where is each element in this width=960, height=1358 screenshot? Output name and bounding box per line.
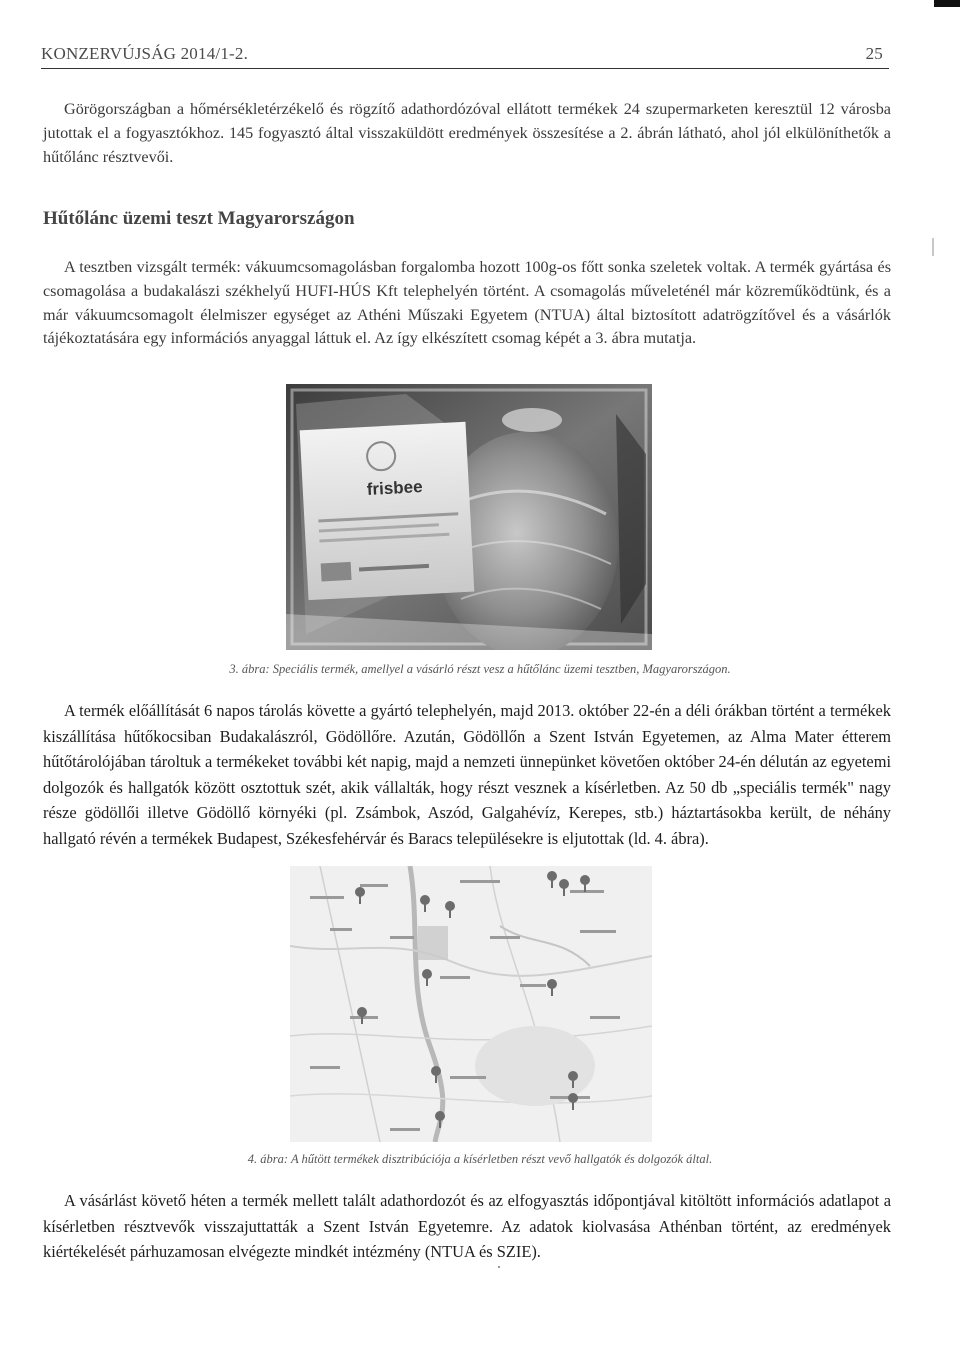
product-photo [286,384,652,650]
journal-title: KONZERVÚJSÁG 2014/1-2. [41,44,249,63]
section-heading: Hűtőlánc üzemi teszt Magyarországon [43,208,355,229]
distribution-map [290,866,652,1142]
paragraph-results: A vásárlást követő héten a termék mellett talált adathordozót és az elfogyasztás időpontjával kitöltött információs adatlapot a kísérletben résztvevők visszajuttatták a Szent István Egyetemre. Az adatok kiolvasása Athénban történt, az eredmények kiértékelését párhuzamosan elvégezte mindkét intézmény (NTUA és SZIE). [43,1191,891,1261]
paragraph-distribution: A termék előállítását 6 napos tárolás követte a gyártó telephelyén, majd 2013. október 22-én a déli órákban történt a termékek kiszállítása hűtőkocsiban Budakalászról, Gödöllőre. Azután, Gödöllőn a Szent István Egyetemen, az Alma Mater étterem hűtőtárolójában tároltuk a termékeket további két napig, majd a nemzeti ünnepünket követően október 24-én délután az egyetemi dolgozók és hallgatók között osztottuk szét, akik vállalták, hogy részt vesznek a kísérletben. Az 50 db „speciális termék" nagy része gödöllői illetve Gödöllő környéki (pl. Zsámbok, Aszód, Galgahévíz, Kerepes, stb.) háztartásokba került, de néhány hallgató révén a termékek Budapest, Székesfehérvár és Baracs településekre is eljutottak (ld. 4. ábra). [43,701,891,848]
figure-3-caption: 3. ábra: Speciális termék, amellyel a vásárló részt vesz a hűtőlánc üzemi tesztben, Magyarországon. [229,662,731,676]
frisbee-logo-text: frisbee [366,477,424,499]
page-number: 25 [865,44,883,63]
scan-corner-mark [934,0,960,7]
product-photo-graphic [286,384,652,650]
figure-4-caption: 4. ábra: A hűtött termékek disztribúciója a kísérletben részt vevő hallgatók és dolgozók által. [247,1152,713,1166]
running-header [41,44,883,64]
scan-speck [498,1266,500,1268]
paragraph-product: A tesztben vizsgált termék: vákuumcsomagolásban forgalomba hozott 100g-os főtt sonka szeletek voltak. A termék gyártása és csomagolása a budakalászi székhelyű HUFI-HÚS Kft telephelyén történt. A csomagolás műveleténél már közreműködtünk, és a már vákuumcsomagolt élelmiszer egységet az Athéni Műszaki Egyetem (NTUA) által biztosított adatrögzítővel és a vásárlók tájékoztatására egy információs anyaggal láttuk el. Az így elkészített csomag képét a 3. ábra mutatja. [43,258,891,348]
scan-margin-mark [932,238,934,256]
distribution-map-graphic [290,866,652,1142]
header-rule [41,68,889,69]
intro-paragraph: Görögországban a hőmérsékletérzékelő és rögzítő adathordózóval ellátott termékek 24 szupermarketen keresztül 12 városba jutottak el a fogyasztókhoz. 145 fogyasztó által visszaküldött eredmények összesítése a 2. ábrán látható, ahol jól elkülöníthetők a hűtőlánc résztvevői. [43,100,891,166]
